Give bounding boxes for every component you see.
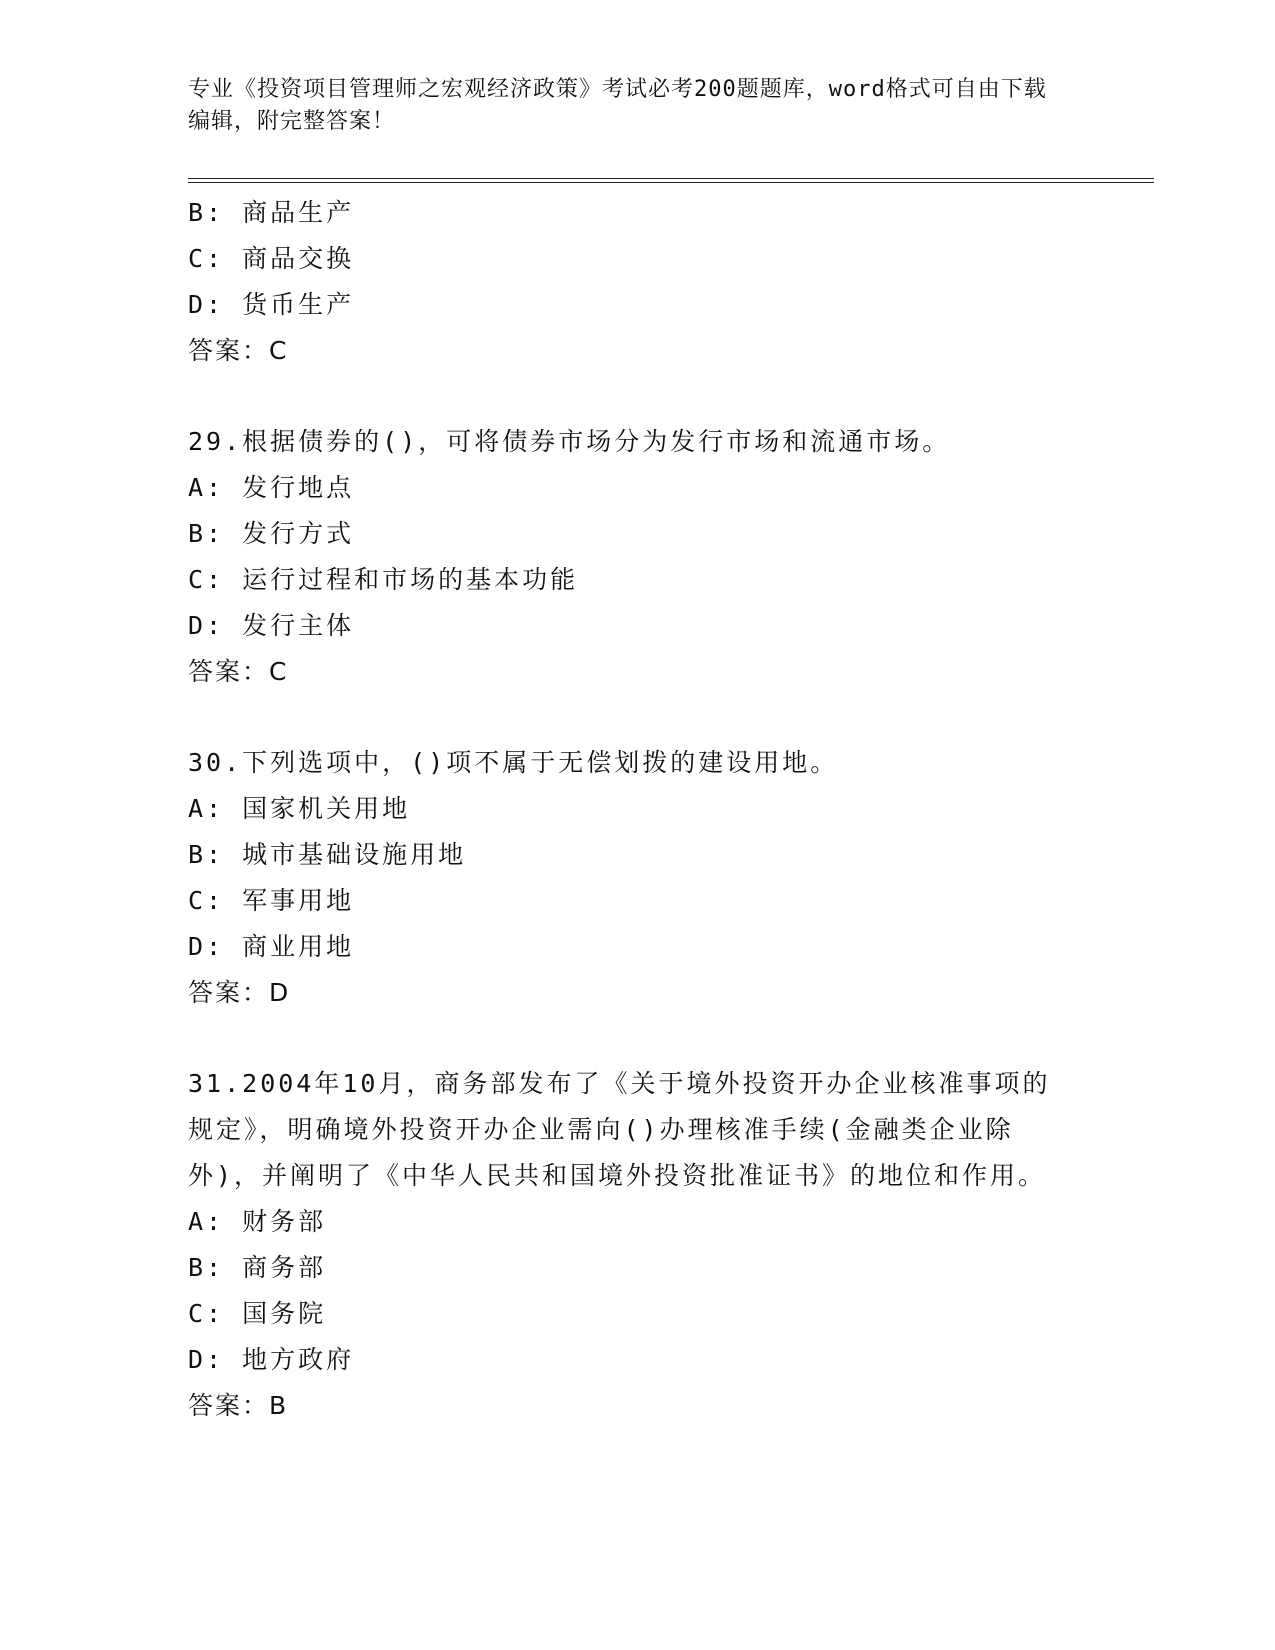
spacer	[188, 695, 1088, 740]
spacer	[188, 1016, 1088, 1061]
question-29	[188, 419, 1088, 695]
option-c: C: 国务院	[188, 1299, 327, 1328]
question-stem: 30.下列选项中，()项不属于无偿划拨的建设用地。	[188, 748, 839, 777]
option-b: B: 发行方式	[188, 519, 355, 548]
answer: 答案：B	[188, 1391, 289, 1420]
option-a: A: 发行地点	[188, 473, 355, 502]
option-d: D: 货币生产	[188, 290, 355, 319]
document-header: 专业《投资项目管理师之宏观经济政策》考试必考200题题库，word格式可自由下载编辑，附完整答案！	[188, 77, 1047, 134]
header-rule-bottom	[188, 182, 1154, 183]
answer: 答案：C	[188, 336, 289, 365]
header-rule-top	[188, 178, 1154, 179]
answer: 答案：D	[188, 978, 291, 1007]
question-stem: 31.2004年10月，商务部发布了《关于境外投资开办企业核准事项的规定》，明确境外投资开办企业需向()办理核准手续(金融类企业除外)，并阐明了《中华人民共和国境外投资批准证书》的地位和作用。	[188, 1069, 1051, 1190]
question-30	[188, 740, 1088, 1016]
option-c: C: 商品交换	[188, 244, 355, 273]
option-d: D: 发行主体	[188, 611, 355, 640]
option-d: D: 商业用地	[188, 932, 355, 961]
option-d: D: 地方政府	[188, 1345, 355, 1374]
question-31	[188, 1061, 1088, 1429]
spacer	[188, 374, 1088, 419]
answer: 答案：C	[188, 657, 289, 686]
option-c: C: 军事用地	[188, 886, 355, 915]
option-b: B: 商务部	[188, 1253, 327, 1282]
question-content	[188, 190, 1088, 1429]
option-c: C: 运行过程和市场的基本功能	[188, 565, 579, 594]
question-stem: 29.根据债券的()，可将债券市场分为发行市场和流通市场。	[188, 427, 951, 456]
option-a: A: 财务部	[188, 1207, 327, 1236]
option-a: A: 国家机关用地	[188, 794, 411, 823]
option-b: B: 城市基础设施用地	[188, 840, 467, 869]
option-b: B: 商品生产	[188, 198, 355, 227]
question-continuation	[188, 190, 1088, 374]
